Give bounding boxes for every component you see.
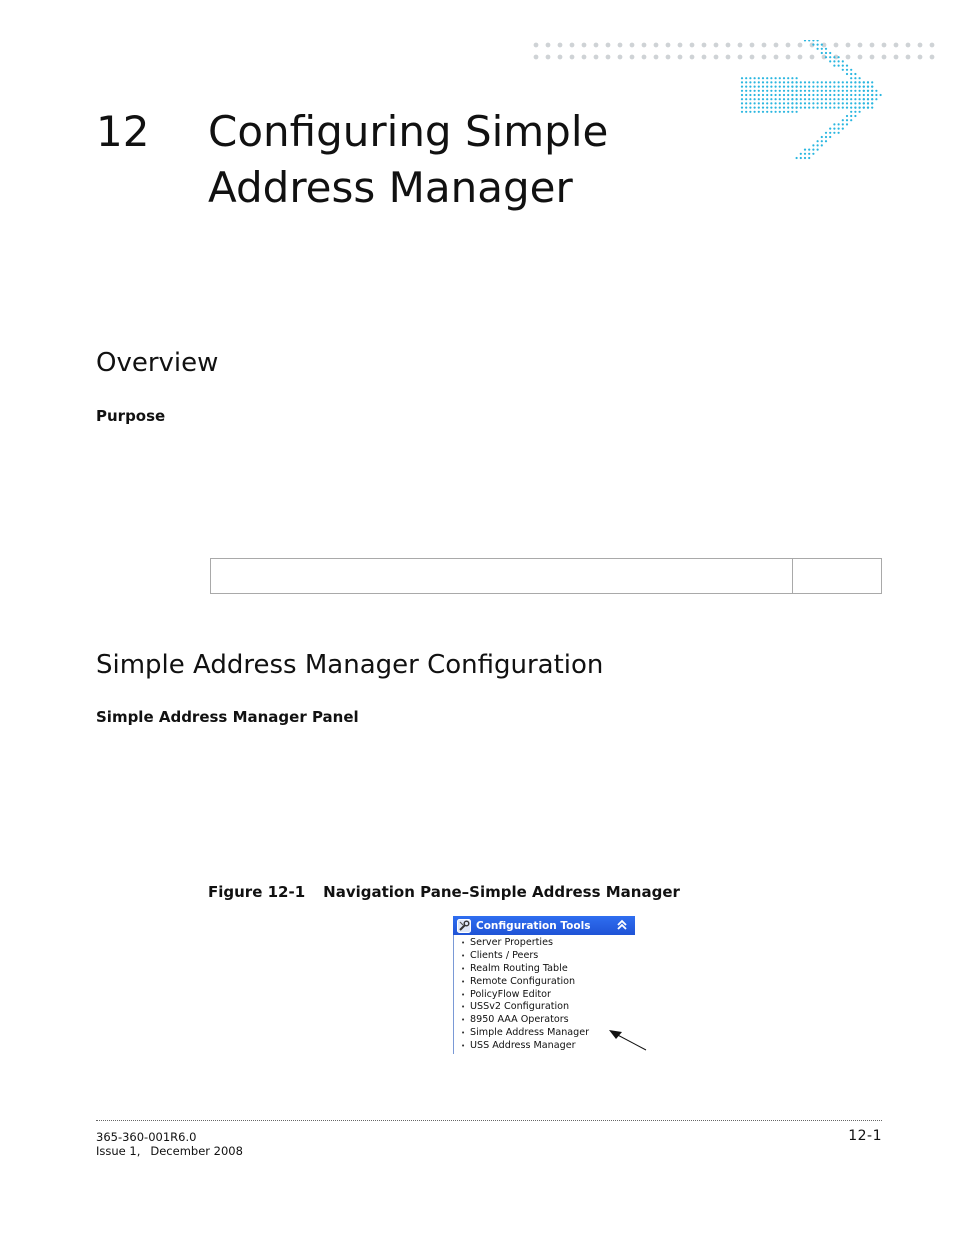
configuration-tools-title: Configuration Tools	[476, 919, 591, 932]
footer-doc-number: 365-360-001R6.0	[96, 1130, 197, 1144]
nav-item-uss-address-manager[interactable]: • USS Address Manager	[454, 1040, 635, 1053]
panel-subheading: Simple Address Manager Panel	[96, 708, 359, 726]
configuration-heading: Simple Address Manager Configuration	[96, 650, 604, 680]
nav-item-policyflow-editor[interactable]: • PolicyFlow Editor	[454, 989, 635, 1002]
configuration-tools-header[interactable]	[453, 916, 635, 935]
overview-heading: Overview	[96, 348, 219, 378]
nav-item-aaa-operators[interactable]: • 8950 AAA Operators	[454, 1014, 635, 1027]
chapter-title	[208, 104, 728, 216]
footer-page-number: 12-1	[848, 1128, 882, 1144]
figure-caption	[208, 883, 680, 901]
nav-item-remote-configuration[interactable]: • Remote Configuration	[454, 976, 635, 989]
footer-issue: Issue 1,	[96, 1144, 141, 1158]
chapter-title-line-1: Configuring Simple	[208, 107, 609, 156]
reference-table	[210, 558, 882, 594]
nav-item-server-properties[interactable]: • Server Properties	[454, 937, 635, 950]
nav-item-simple-address-manager[interactable]: • Simple Address Manager	[454, 1027, 635, 1040]
figure-label: Figure 12-1	[208, 883, 306, 901]
nav-item-ussv2-configuration[interactable]: • USSv2 Configuration	[454, 1001, 635, 1014]
footer-date: December 2008	[150, 1144, 243, 1158]
chapter-title-line-2: Address Manager	[208, 163, 573, 212]
purpose-subheading: Purpose	[96, 407, 166, 425]
nav-item-realm-routing-table[interactable]: • Realm Routing Table	[454, 963, 635, 976]
footer-document-info	[96, 1130, 243, 1158]
table-cell-topic	[211, 559, 793, 593]
pointer-arrow-icon	[600, 1024, 660, 1054]
footer-divider	[96, 1120, 882, 1121]
nav-item-clients-peers[interactable]: • Clients / Peers	[454, 950, 635, 963]
table-cell-page	[793, 559, 881, 593]
tools-icon	[456, 918, 472, 934]
chapter-number: 12	[96, 107, 150, 156]
figure-title: Navigation Pane–Simple Address Manager	[323, 883, 680, 901]
double-chevron-up-icon[interactable]	[615, 917, 629, 933]
